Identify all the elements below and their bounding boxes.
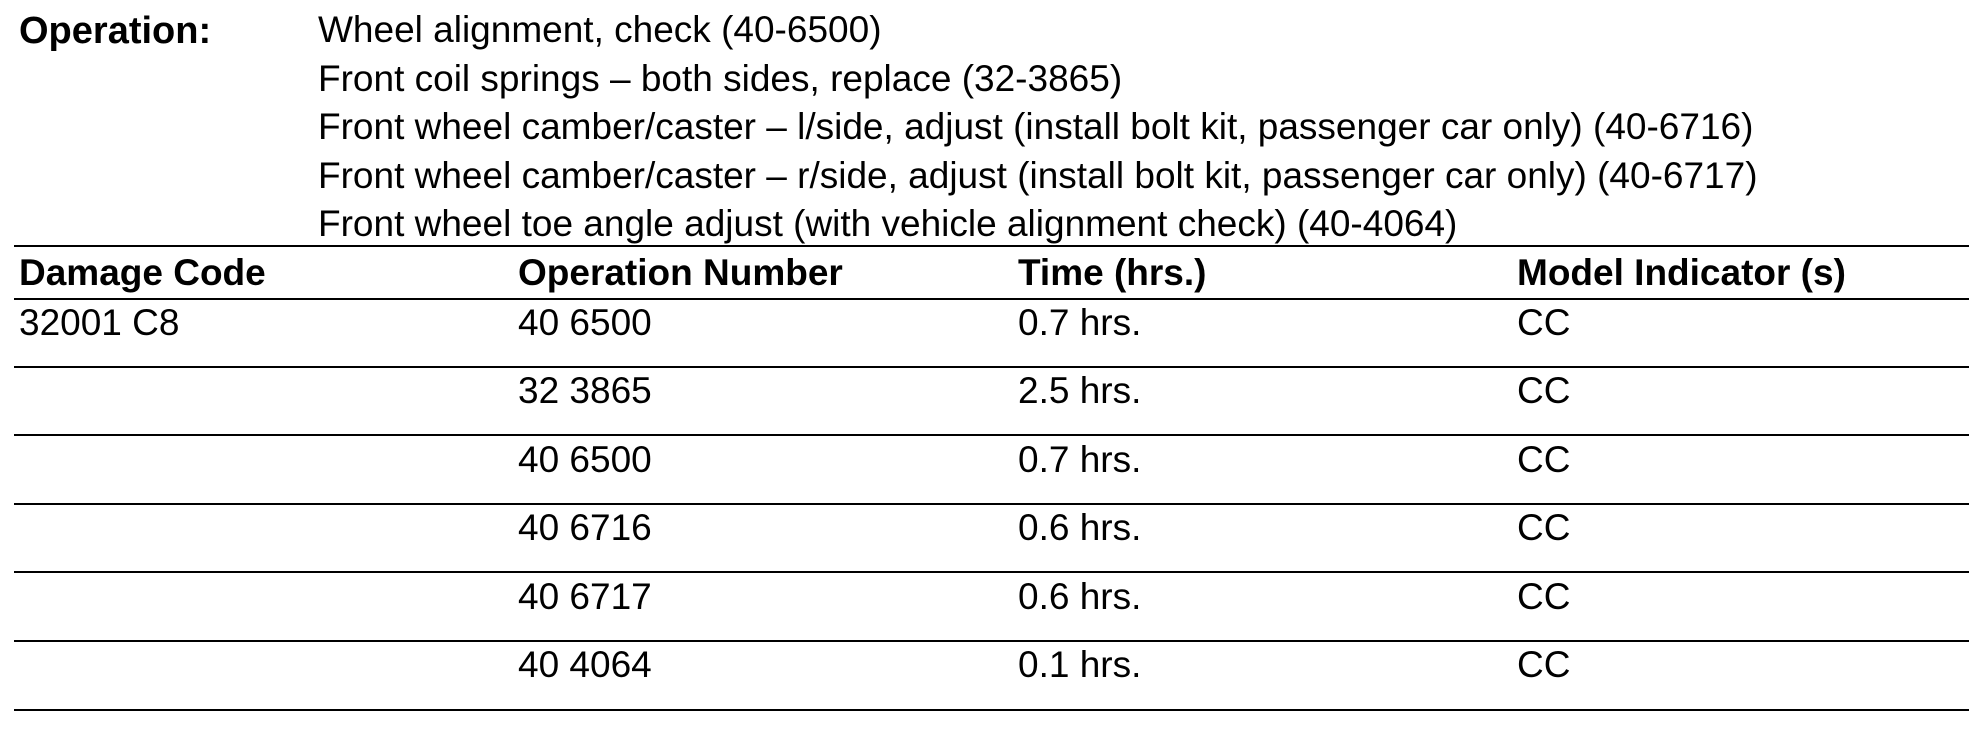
header-damage-code: Damage Code <box>19 252 266 293</box>
operation-line: Wheel alignment, check (40-6500) <box>318 9 882 50</box>
header-time: Time (hrs.) <box>1018 252 1207 293</box>
operation-line: Front wheel camber/caster – l/side, adjust (install bolt kit, passenger car only) (40-6716) <box>318 106 1754 147</box>
header-model-indicator: Model Indicator (s) <box>1517 252 1846 293</box>
time-cell: 0.6 hrs. <box>1018 576 1142 617</box>
operation-line: Front wheel camber/caster – r/side, adjust (install bolt kit, passenger car only) (40-6717) <box>318 154 1758 196</box>
time-cell: 0.7 hrs. <box>1018 302 1142 343</box>
model-indicator-cell: CC <box>1517 507 1571 548</box>
row-rule <box>14 571 1969 573</box>
header-operation-number: Operation Number <box>518 252 843 293</box>
table-bottom-rule <box>14 709 1969 711</box>
operation-number-cell: 40 6717 <box>518 576 652 617</box>
operation-number-cell: 40 6500 <box>518 302 652 343</box>
model-indicator-cell: CC <box>1517 302 1571 343</box>
time-cell: 0.1 hrs. <box>1018 644 1142 685</box>
table-top-rule <box>14 245 1969 247</box>
time-cell: 2.5 hrs. <box>1018 370 1142 411</box>
row-rule <box>14 366 1969 368</box>
operation-label: Operation: <box>19 10 212 52</box>
operation-line: Front wheel toe angle adjust (with vehicle alignment check) (40-4064) <box>318 203 1458 244</box>
model-indicator-cell: CC <box>1517 370 1571 411</box>
row-rule <box>14 503 1969 505</box>
time-cell: 0.6 hrs. <box>1018 507 1142 548</box>
model-indicator-cell: CC <box>1517 439 1571 480</box>
damage-code-cell: 32001 C8 <box>19 302 180 343</box>
operation-number-cell: 40 4064 <box>518 644 652 685</box>
operation-number-cell: 40 6500 <box>518 439 652 480</box>
operation-number-cell: 40 6716 <box>518 507 652 548</box>
operation-list <box>318 6 1958 249</box>
time-cell: 0.7 hrs. <box>1018 439 1142 480</box>
model-indicator-cell: CC <box>1517 644 1571 685</box>
row-rule <box>14 640 1969 642</box>
operation-line: Front coil springs – both sides, replace (32-3865) <box>318 57 1123 99</box>
operation-number-cell: 32 3865 <box>518 370 652 411</box>
model-indicator-cell: CC <box>1517 576 1571 617</box>
row-rule <box>14 434 1969 436</box>
header-rule <box>14 298 1969 300</box>
